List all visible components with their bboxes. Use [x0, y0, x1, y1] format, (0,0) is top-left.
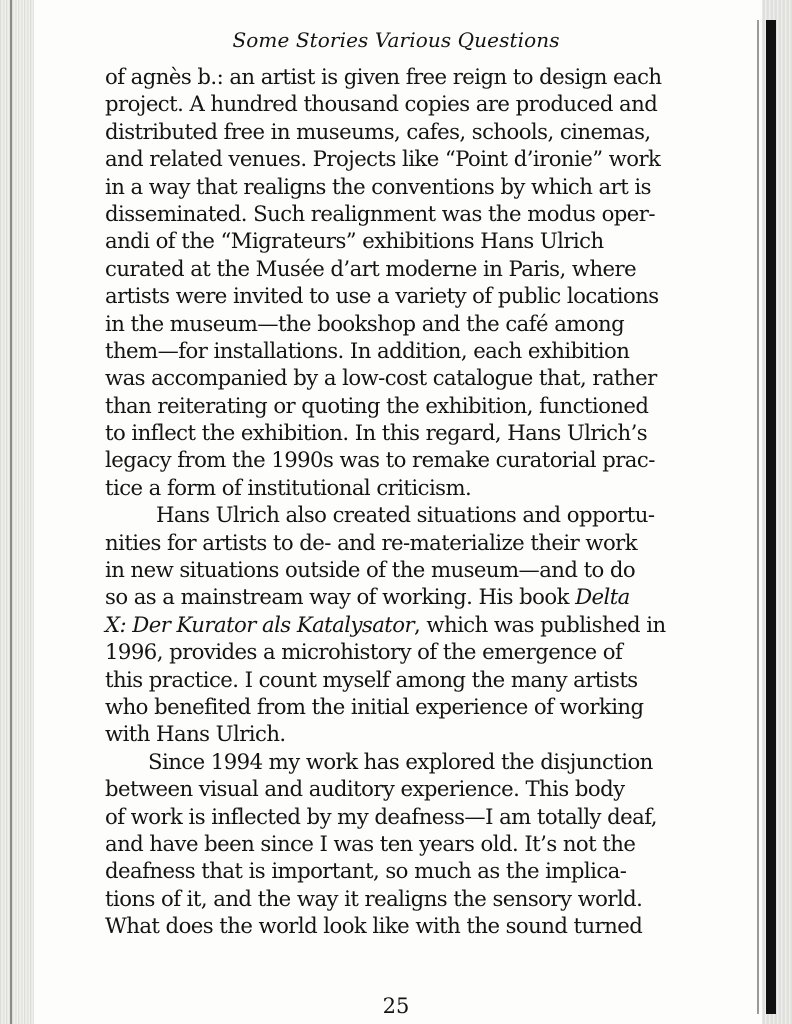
text-line: project. A hundred thousand copies are produced and: [105, 91, 658, 117]
text-line: and related venues. Projects like “Point d’ironie” work: [105, 146, 661, 172]
text-line: distributed free in museums, cafes, schools, cinemas,: [105, 118, 651, 144]
paragraph-start-line: Since 1994 my work has explored the disjunction: [148, 748, 653, 774]
text-line: to inflect the exhibition. In this regard, Hans Ulrich’s: [105, 420, 648, 446]
text-line: between visual and auditory experience. This body: [105, 776, 625, 802]
left-binding-edge: [10, 0, 12, 1024]
right-edge-line: [757, 20, 759, 1014]
text-line: them—for installations. In addition, each exhibition: [105, 337, 630, 363]
text-line: so as a mainstream way of working. His book Delta: [105, 584, 630, 610]
text-line: nities for artists to de- and re-materialize their work: [105, 529, 638, 555]
text-line: who benefited from the initial experience of working: [105, 693, 644, 719]
text-line: of agnès b.: an artist is given free reign to design each: [105, 64, 662, 89]
text-line: of work is inflected by my deafness—I am totally deaf,: [105, 803, 657, 829]
text-line: was accompanied by a low-cost catalogue that, rather: [105, 365, 657, 391]
text-line: 1996, provides a microhistory of the emergence of: [105, 639, 623, 665]
right-scan-border: [766, 20, 776, 1014]
text-line: than reiterating or quoting the exhibition, functioned: [105, 392, 649, 418]
body-text: [105, 63, 725, 940]
text-line: X: Der Kurator als Katalysator, which was published in: [105, 611, 666, 637]
book-title-italic: X: Der Kurator als Katalysator: [105, 611, 415, 637]
book-title-italic: Delta: [575, 584, 630, 610]
text-line: this practice. I count myself among the many artists: [105, 666, 638, 692]
left-page-gutter: [0, 0, 34, 1024]
paragraph-start-line: Hans Ulrich also created situations and opportu-: [156, 502, 655, 528]
text-line: deafness that is important, so much as the implica-: [105, 858, 627, 884]
text-line: tions of it, and the way it realigns the sensory world.: [105, 885, 643, 911]
text-line: and have been since I was ten years old. It’s not the: [105, 830, 636, 856]
text-line: curated at the Musée d’art moderne in Paris, where: [105, 255, 637, 281]
running-head: Some Stories Various Questions: [232, 28, 560, 52]
text-line: andi of the “Migrateurs” exhibitions Hans Ulrich: [105, 228, 604, 254]
text-line: in new situations outside of the museum—and to do: [105, 557, 636, 583]
page-number: 25: [382, 994, 410, 1018]
text-line: in the museum—the bookshop and the café among: [105, 310, 625, 336]
text-line: tice a form of institutional criticism.: [105, 474, 472, 500]
text-line: disseminated. Such realignment was the modus oper-: [105, 200, 655, 226]
text-line: legacy from the 1990s was to remake curatorial prac-: [105, 447, 655, 473]
text-line: artists were invited to use a variety of public locations: [105, 283, 659, 309]
text-line: What does the world look like with the sound turned: [105, 913, 643, 939]
text-line: with Hans Ulrich.: [105, 721, 286, 747]
text-line: in a way that realigns the conventions by which art is: [105, 173, 651, 199]
